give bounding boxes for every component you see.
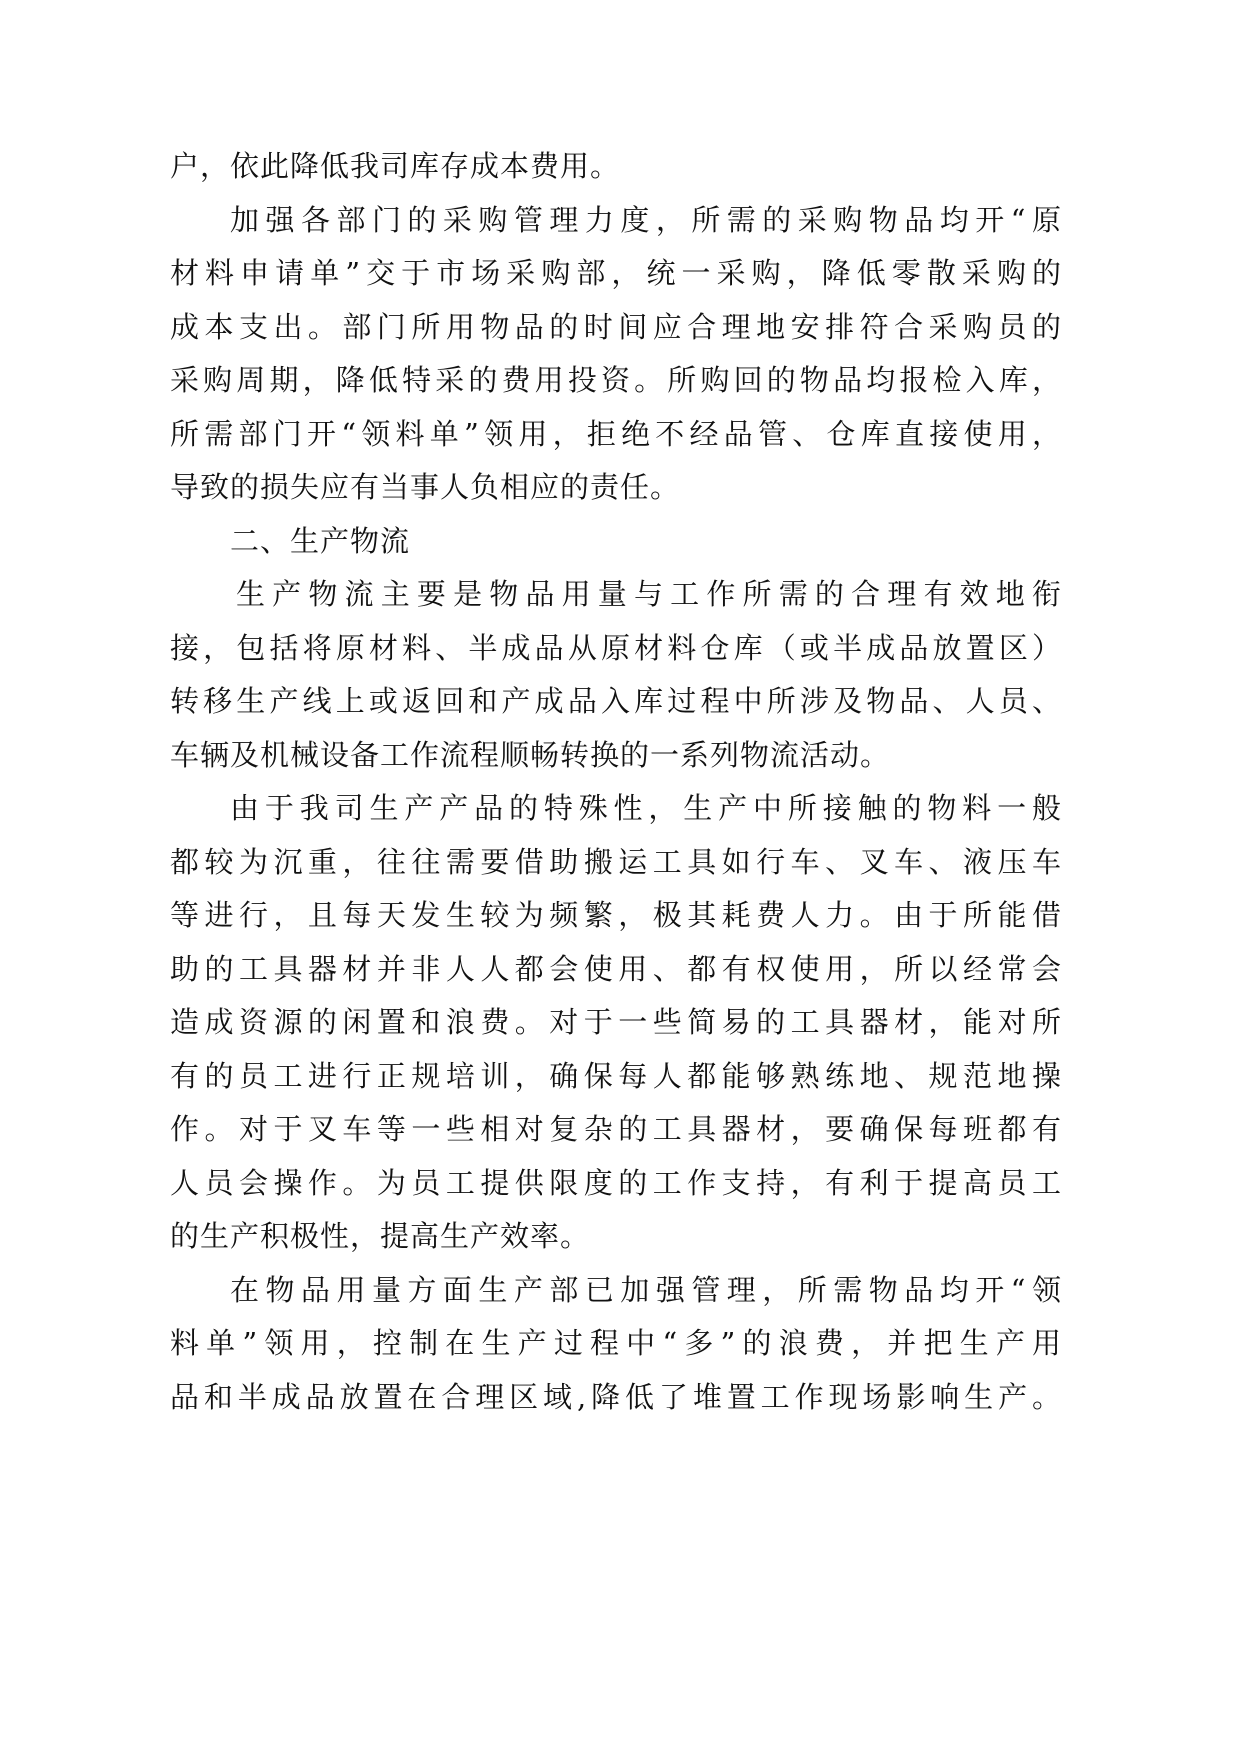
paragraph [170,782,1062,1264]
text-line: 转移生产线上或返回和产成品入库过程中所涉及物品、人员、 [170,684,1062,718]
text-line: 导致的损失应有当事人负相应的责任。 [170,470,681,504]
paragraph [170,140,1062,194]
text-line: 造成资源的闲置和浪费。对于一些简易的工具器材，能对所 [170,1005,1062,1039]
text-line: 都较为沉重，往往需要借助搬运工具如行车、叉车、液压车 [170,844,1062,879]
text-line: 在物品用量方面生产部已加强管理，所需物品均开“领 [230,1272,1062,1307]
text-line: 料单”领用，控制在生产过程中“多”的浪费，并把生产用 [170,1326,1062,1360]
text-line: 助的工具器材并非人人都会使用、都有权使用，所以经常会 [170,951,1062,986]
text-line: 成本支出。部门所用物品的时间应合理地安排符合采购员的 [170,309,1062,344]
text-line: 由于我司生产产品的特殊性，生产中所接触的物料一般 [230,791,1062,825]
text-line: 车辆及机械设备工作流程顺畅转换的一系列物流活动。 [170,737,891,772]
paragraph [170,194,1062,515]
section-heading [170,515,1062,569]
text-line: 作。对于叉车等一些相对复杂的工具器材，要确保每班都有 [170,1112,1062,1146]
text-line: 有的员工进行正规培训，确保每人都能够熟练地、规范地操 [170,1058,1062,1093]
paragraph [170,568,1062,782]
text-line: 材料申请单”交于市场采购部，统一采购，降低零散采购的 [170,256,1062,290]
paragraph [170,1264,1062,1425]
text-line: 的生产积极性，提高生产效率。 [170,1219,591,1253]
section-heading-text: 二、生产物流 [230,523,411,558]
text-line: 等进行，且每天发生较为频繁，极其耗费人力。由于所能借 [170,898,1062,932]
text-line: 生产物流主要是物品用量与工作所需的合理有效地衔 [236,577,1062,611]
text-line: 加强各部门的采购管理力度，所需的采购物品均开“原 [230,202,1062,237]
text-line: 户，依此降低我司库存成本费用。 [170,149,621,183]
text-line: 采购周期，降低特采的费用投资。所购回的物品均报检入库， [170,363,1062,397]
text-line: 接，包括将原材料、半成品从原材料仓库（或半成品放置区） [170,630,1062,665]
text-line: 品和半成品放置在合理区域,降低了堆置工作现场影响生产。 [170,1379,1062,1414]
text-line: 人员会操作。为员工提供限度的工作支持，有利于提高员工 [170,1165,1062,1200]
document-body [170,140,1062,1424]
text-line: 所需部门开“领料单”领用，拒绝不经品管、仓库直接使用， [170,416,1062,451]
